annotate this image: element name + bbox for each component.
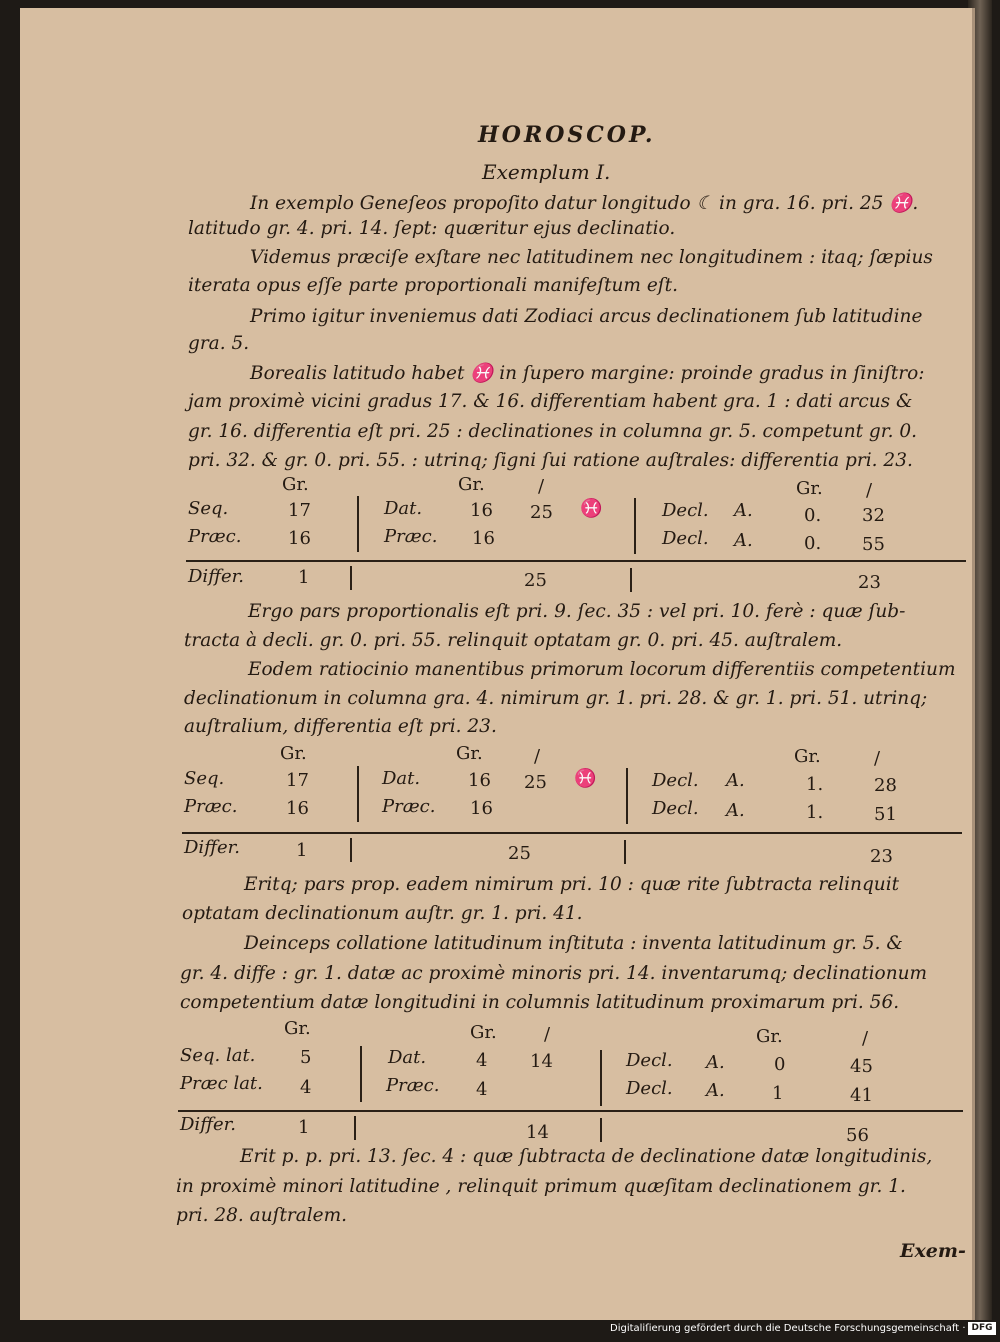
text-line: Videmus præciſe exſtare nec latitudinem nec longitudinem : itaq; ſæpius [250,247,933,268]
table3-head-gr: Gr. [284,1018,311,1039]
text-line: pri. 28. auſtralem. [176,1205,348,1226]
table1-cell: 25 [530,502,553,523]
table1-cell: 16 [288,528,311,549]
table1-diff: 23 [858,572,881,593]
text-line: iterata opus eſſe parte proportionali manifeſtum eſt. [188,275,678,296]
table3-cell: Decl. [626,1050,673,1071]
table1-cell: A. [734,500,753,521]
text-line: In exemplo Geneſeos propoſito datur longitudo ☾ in gra. 16. pri. 25 ♓. [250,193,919,214]
table1-cell: Seq. [188,498,229,519]
table2-cell: 25 [524,772,547,793]
table2-cell: A. [726,800,745,821]
table2-diff: 1 [296,840,308,861]
text-line: auſtralium, differentia eſt pri. 23. [184,716,497,737]
pisces-icon: ♓ [580,498,603,519]
table1-cell: Decl. [662,500,709,521]
table1-cell: A. [734,530,753,551]
table-divider [357,766,359,822]
text-line: declinationum in columna gra. 4. nimirum gr. 1. pri. 28. & gr. 1. pri. 51. utrinq; [184,688,928,709]
table2-cell: 28 [874,775,897,796]
table1-cell: Præc. [384,526,438,547]
table1-head-gr3: Gr. [796,478,823,499]
table2-head-min2: / [874,748,881,769]
table3-cell: 4 [300,1077,312,1098]
text-line: jam proximè vicini gradus 17. & 16. differentiam habent gra. 1 : dati arcus & [188,391,913,412]
text-line: gr. 16. differentia eſt pri. 25 : declinationes in columna gr. 5. competunt gr. 0. [188,421,917,442]
table2-cell: Decl. [652,798,699,819]
table3-cell: 1 [772,1083,784,1104]
table3-cell: 4 [476,1050,488,1071]
table-divider [624,840,626,864]
table-divider [626,768,628,824]
table3-cell: A. [706,1052,725,1073]
table2-diff-label: Differ. [184,837,240,858]
table1-cell: 55 [862,534,885,555]
table1-cell: 32 [862,505,885,526]
table2-cell: 17 [286,770,309,791]
table-divider [600,1118,602,1142]
table-divider [357,496,359,552]
table-divider [630,568,632,592]
table3-cell: 45 [850,1056,873,1077]
table2-head-gr2: Gr. [456,743,483,764]
table3-cell: A. [706,1080,725,1101]
table3-head-min2: / [862,1028,869,1049]
text-line: gr. 4. diffe : gr. 1. datæ ac proximè minoris pri. 14. inventarumq; declinationum [180,963,928,984]
table3-cell: Præc. [386,1075,440,1096]
table-divider [350,838,352,862]
table2-head-gr3: Gr. [794,746,821,767]
table3-cell: 41 [850,1085,873,1106]
table1-diff-label: Differ. [188,566,244,587]
table3-cell: Dat. [388,1047,427,1068]
text-line: Primo igitur inveniemus dati Zodiaci arcus declinationem ſub latitudine [250,306,923,327]
text-line: Eodem ratiocinio manentibus primorum locorum differentiis competentium [248,659,956,680]
text-line: in proximè minori latitudine , relinquit primum quæſitam declinationem gr. 1. [176,1176,906,1197]
table2-cell: Præc. [382,796,436,817]
table-rule [182,832,962,834]
table-rule [178,1110,963,1112]
table2-cell: 16 [286,798,309,819]
catchword: Exem- [900,1240,966,1262]
table3-diff-label: Differ. [180,1114,236,1135]
text-line: competentium datæ longitudini in columnis latitudinum proximarum pri. 56. [180,992,900,1013]
table-divider [360,1046,362,1102]
text-line: latitudo gr. 4. pri. 14. ſept: quæritur ejus declinatio. [188,218,676,239]
text-line: Eritq; pars prop. eadem nimirum pri. 10 : quæ rite ſubtracta relinquit [244,874,900,895]
table2-head-min: / [534,746,541,767]
text-line: pri. 32. & gr. 0. pri. 55. : utrinq; ſigni ſui ratione auſtrales: differentia pri. 23. [188,450,913,471]
table1-diff: 25 [524,570,547,591]
table-divider [634,498,636,554]
section-title: Exemplum I. [482,160,611,184]
table2-cell: A. [726,770,745,791]
table3-head-gr3: Gr. [756,1026,783,1047]
table2-cell: 51 [874,804,897,825]
pisces-icon: ♓ [574,768,597,789]
text-line: Erit p. p. pri. 13. ſec. 4 : quæ ſubtracta de declinatione datæ longitudinis, [240,1146,933,1167]
table1-cell: Præc. [188,526,242,547]
table3-diff: 1 [298,1117,310,1138]
table3-cell: 5 [300,1047,312,1068]
table1-head-min2: / [866,480,873,501]
text-line: tracta à decli. gr. 0. pri. 55. relinquit optatam gr. 0. pri. 45. auſtralem. [184,630,843,651]
table3-cell: Præc lat. [180,1073,263,1094]
table3-diff: 14 [526,1122,549,1143]
table3-cell: Seq. lat. [180,1045,256,1066]
table1-cell: 16 [470,500,493,521]
table3-cell: 14 [530,1051,553,1072]
table-rule [186,560,966,562]
table2-head-gr: Gr. [280,743,307,764]
table2-cell: 1. [806,774,824,795]
table1-head-gr2: Gr. [458,474,485,495]
table3-cell: 0 [774,1054,786,1075]
text-line: Borealis latitudo habet ♓ in ſupero margine: proinde gradus in ſiniſtro: [250,363,925,384]
table3-cell: Decl. [626,1078,673,1099]
table1-cell: Dat. [384,498,423,519]
text-line: optatam declinationum auſtr. gr. 1. pri. 41. [182,903,583,924]
table1-cell: 16 [472,528,495,549]
running-title: HOROSCOP. [478,122,656,148]
table1-diff: 1 [298,567,310,588]
table2-cell: 16 [470,798,493,819]
table1-cell: 0. [804,533,822,554]
table2-cell: 1. [806,802,824,823]
table-divider [350,566,352,590]
table2-cell: 16 [468,770,491,791]
table2-cell: Seq. [184,768,225,789]
text-line: gra. 5. [188,333,250,354]
table-divider [354,1116,356,1140]
table1-head-min: / [538,476,545,497]
table2-diff: 25 [508,843,531,864]
table1-cell: 17 [288,500,311,521]
table2-cell: Dat. [382,768,421,789]
table1-head-gr: Gr. [282,474,309,495]
table3-cell: 4 [476,1079,488,1100]
text-line: Ergo pars proportionalis eſt pri. 9. ſec. 35 : vel pri. 10. ferè : quæ ſub- [248,601,906,622]
table2-diff: 23 [870,846,893,867]
table-divider [600,1050,602,1106]
table3-diff: 56 [846,1125,869,1146]
table1-cell: Decl. [662,528,709,549]
table2-cell: Præc. [184,796,238,817]
table2-cell: Decl. [652,770,699,791]
table3-head-gr2: Gr. [470,1022,497,1043]
digitization-credit: Digitaliſierung gefördert durch die Deutsche Forschungsgemeinschaft · [610,1323,966,1334]
dfg-logo: DFG [968,1322,996,1335]
text-line: Deinceps collatione latitudinum inſtituta : inventa latitudinum gr. 5. & [244,933,903,954]
table3-head-min: / [544,1024,551,1045]
table1-cell: 0. [804,505,822,526]
